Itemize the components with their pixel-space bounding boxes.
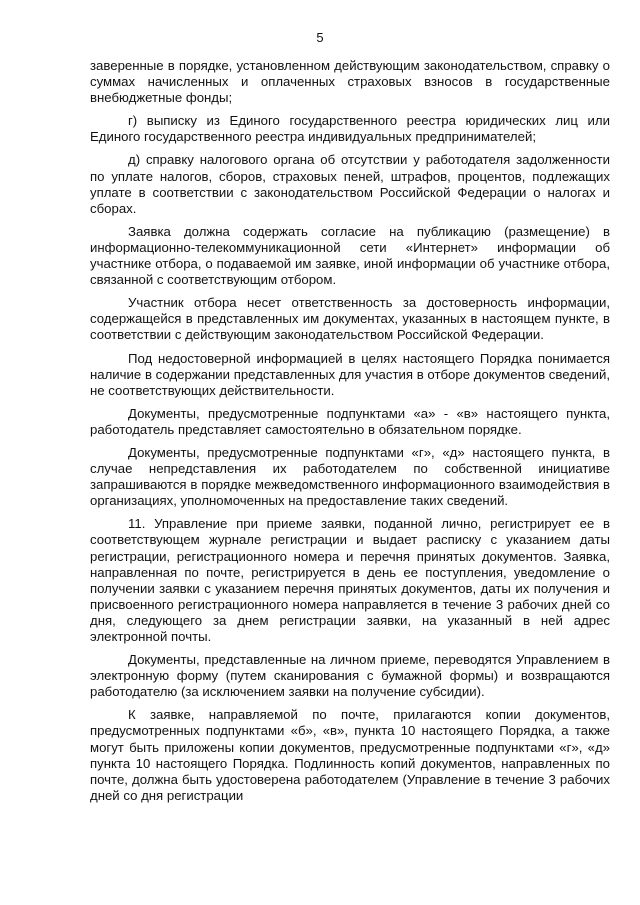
paragraph-responsibility: Участник отбора несет ответственность за достоверность информации, содержащейся в представленных им документах, указанных в настоящем пункте, в соответствии с действующим законодательством Российской Федерации. <box>90 295 610 343</box>
paragraph-continuation: заверенные в порядке, установленном действующим законодательством, справку о суммах начисленных и оплаченных страховых взносов в государственные внебюджетные фонды; <box>90 58 610 106</box>
paragraph-item-g: г) выписку из Единого государственного реестра юридических лиц или Единого государственного реестра индивидуальных предпринимателей; <box>90 113 610 145</box>
paragraph-consent: Заявка должна содержать согласие на публикацию (размещение) в информационно-телекоммуникационной сети «Интернет» информации об участнике отбора, о подаваемой им заявке, иной информации об участнике отбора, связанной с соответствующим отбором. <box>90 223 610 288</box>
page-number: 5 <box>316 30 324 45</box>
paragraph-section-11: 11. Управление при приеме заявки, поданной лично, регистрирует ее в соответствующем журнале регистрации и выдает расписку с указанием даты регистрации, регистрационного номера и перечня принятых документов. Заявка, направленная по почте, регистрируется в день ее поступления, уведомление о получении заявки с указанием перечня принятых документов, даты их получения и присвоенного регистрационного номера направляется в течение 3 рабочих дней со дня, следующего за днем регистрации заявки, на указанный в ней адрес электронной почты. <box>90 516 610 644</box>
paragraph-false-info: Под недостоверной информацией в целях настоящего Порядка понимается наличие в содержании представленных для участия в отборе документов сведений, не соответствующих действительности. <box>90 350 610 398</box>
paragraph-docs-g-d: Документы, предусмотренные подпунктами «г», «д» настоящего пункта, в случае непредставления их работодателем по собственной инициативе запрашиваются в порядке межведомственного информационного взаимодействия в организациях, уполномоченных на предоставление таких сведений. <box>90 444 610 509</box>
paragraph-personal-docs: Документы, представленные на личном приеме, переводятся Управлением в электронную форму (путем сканирования с бумажной формы) и возвращаются работодателю (за исключением заявки на получение субсидии). <box>90 652 610 700</box>
paragraph-mail-application: К заявке, направляемой по почте, прилагаются копии документов, предусмотренных подпунктами «б», «в», пункта 10 настоящего Порядка, а также могут быть приложены копии документов, предусмотренные подпунктами «г», «д» пункта 10 настоящего Порядка. Подлинность копий документов, направленных по почте, должна быть удостоверена работодателем (Управление в течение 3 рабочих дней со дня регистрации <box>90 707 610 803</box>
paragraph-docs-a-v: Документы, предусмотренные подпунктами «а» - «в» настоящего пункта, работодатель представляет самостоятельно в обязательном порядке. <box>90 405 610 437</box>
paragraph-item-d: д) справку налогового органа об отсутствии у работодателя задолженности по уплате налогов, сборов, страховых пеней, штрафов, процентов, подлежащих уплате в соответствии с законодательством Российской Федерации о налогах и сборах. <box>90 152 610 216</box>
document-body <box>90 58 610 811</box>
